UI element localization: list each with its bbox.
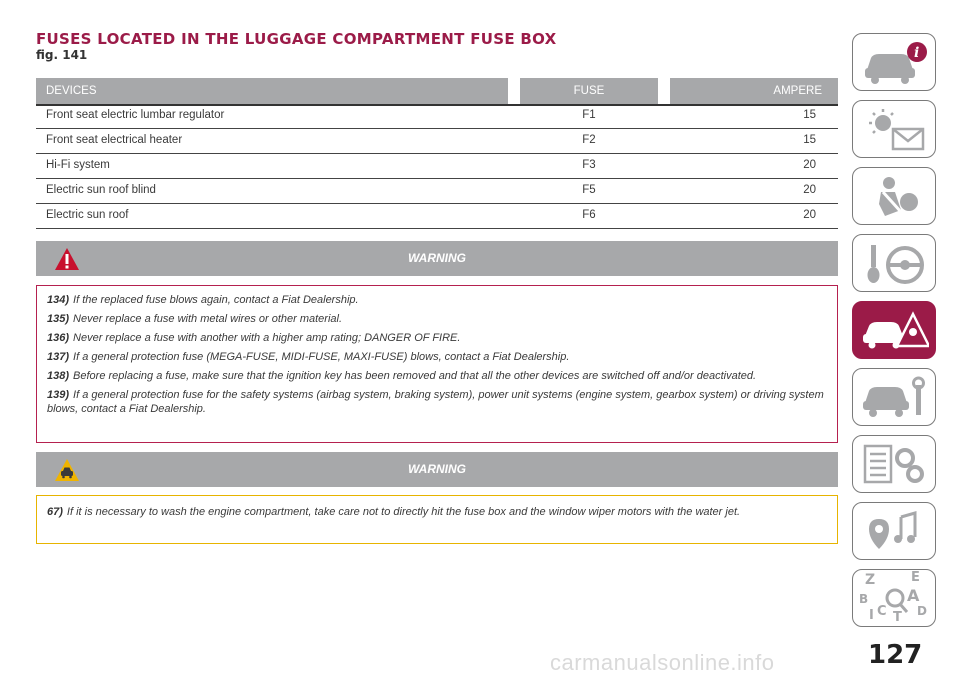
car-wrench-icon [861,375,929,421]
table-row [36,104,838,129]
car-info-icon [861,40,929,86]
watermark: carmanualsonline.info [550,650,775,675]
page-number: 127 [868,640,923,670]
cell-ampere: 20 [803,159,816,171]
table-row [36,204,838,229]
warning-item: 139) If a general protection fuse for the safety systems (airbag system, braking system), power unit systems (engine system, gearbox system) or driving system blows, contact a Fiat Dealership. [47,389,824,415]
tab-servicing[interactable] [852,368,936,426]
column-header-ampere: AMPERE [670,78,838,104]
tab-lights-messages[interactable] [852,100,936,158]
page-title: FUSES LOCATED IN THE LUGGAGE COMPARTMENT FUSE BOX [36,30,557,48]
warning-item: 67) If it is necessary to wash the engine compartment, take care not to directly hit the fuse box and the window wiper motors with the water jet. [47,506,741,518]
cell-fuse: F1 [582,109,596,121]
index-letter: Z [865,572,876,588]
cell-ampere: 20 [803,184,816,196]
fuse-table [36,78,838,229]
warning-item: 138) Before replacing a fuse, make sure that the ignition key has been removed and that all the other devices are switched off and/or deactivated. [47,370,757,382]
index-letter: A [907,586,920,605]
index-letter: I [869,608,874,623]
cell-fuse: F3 [582,159,596,171]
warning-box [36,495,838,544]
cell-ampere: 20 [803,209,816,221]
technical-data-icon [861,442,929,488]
seatbelt-airbag-icon [861,174,929,220]
cell-ampere: 15 [803,134,816,146]
table-header [36,78,838,104]
tab-multimedia[interactable] [852,502,936,560]
table-row [36,154,838,179]
cell-device: Electric sun roof [46,209,129,221]
column-header-devices: DEVICES [36,78,508,104]
warning-item: 135) Never replace a fuse with metal wires or other material. [47,313,343,325]
column-header-fuse: FUSE [520,78,658,104]
warning-item: 134) If the replaced fuse blows again, contact a Fiat Dealership. [47,294,359,306]
cell-fuse: F5 [582,184,596,196]
index-letter: T [893,610,902,625]
warning-item: 137) If a general protection fuse (MEGA-FUSE, MIDI-FUSE, MAXI-FUSE) blows, contact a Fiat Dealership. [47,351,570,363]
cell-device: Front seat electrical heater [46,134,183,146]
warning-item: 136) Never replace a fuse with another with a higher amp rating; DANGER OF FIRE. [47,332,461,344]
cell-fuse: F6 [582,209,596,221]
tab-index[interactable] [852,569,936,627]
index-letter: D [917,604,927,618]
multimedia-icon [861,509,929,555]
emergency-car-icon [861,308,929,354]
tab-starting-driving[interactable] [852,234,936,292]
index-letter: E [911,570,920,585]
svg-text:i: i [914,45,920,61]
table-row [36,179,838,204]
key-steering-wheel-icon [861,241,929,287]
lights-message-icon [861,107,929,153]
table-row [36,129,838,154]
warning-box [36,285,838,443]
tab-safety[interactable] [852,167,936,225]
cell-ampere: 15 [803,109,816,121]
tab-car-info[interactable] [852,33,936,91]
cell-fuse: F2 [582,134,596,146]
index-letter: B [859,592,869,606]
figure-reference: fig. 141 [36,48,88,62]
cell-device: Electric sun roof blind [46,184,156,196]
tab-emergency[interactable] [852,301,936,359]
warning-title: WARNING [408,251,466,265]
warning-title: WARNING [408,462,466,476]
cell-device: Hi-Fi system [46,159,110,171]
cell-device: Front seat electric lumbar regulator [46,109,225,121]
tab-technical-data[interactable] [852,435,936,493]
warning-header [36,452,838,487]
warning-header [36,241,838,276]
index-letter: C [877,604,887,619]
